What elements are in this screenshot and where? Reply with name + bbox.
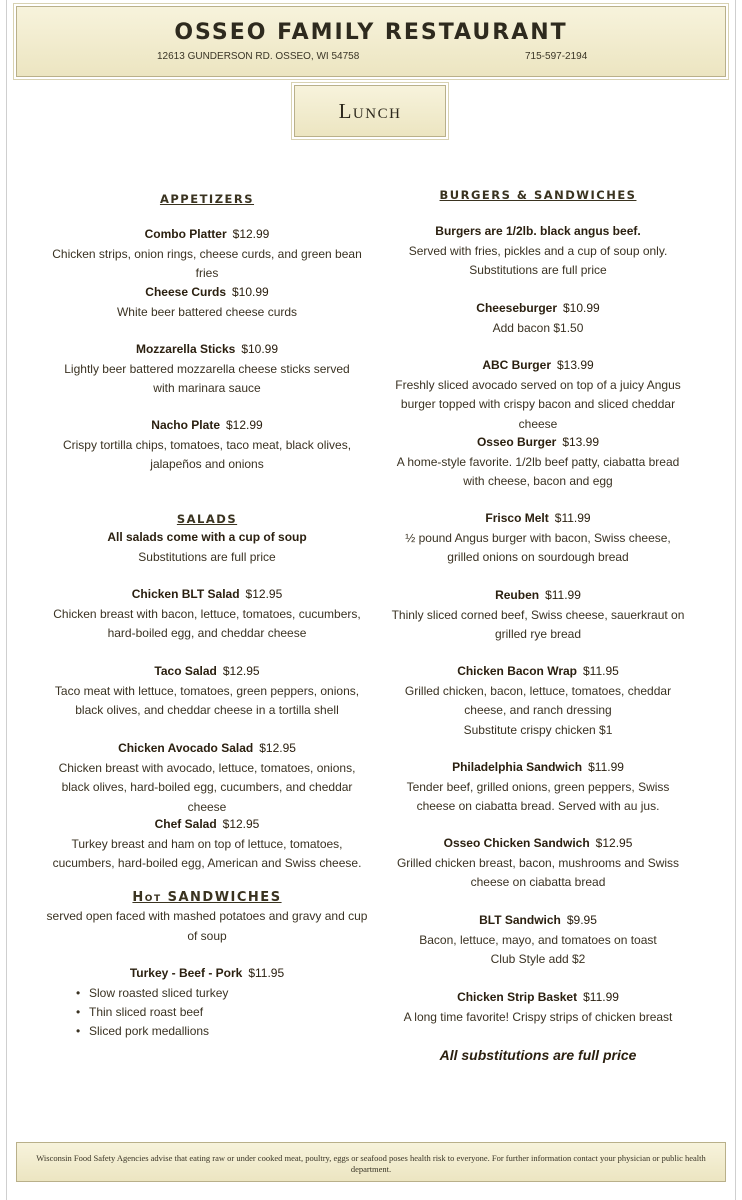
- menu-item: [44, 815, 370, 874]
- item-name: Osseo Burger: [476, 435, 557, 449]
- item-description: Chicken breast with bacon, lettuce, tomatoes, cucumbers, hard-boiled egg, and cheddar cheese: [53, 606, 361, 640]
- item-price: $12.95: [595, 836, 633, 850]
- menu-item: [383, 433, 693, 492]
- menu-label: Lunch: [294, 85, 446, 137]
- item-price: $12.95: [245, 587, 283, 601]
- item-name: Mozzarella Sticks: [135, 342, 236, 356]
- salads-heading: SALADS: [176, 512, 238, 526]
- item-description: Lightly beer battered mozzarella cheese sticks served with marinara sauce: [64, 361, 350, 395]
- item-name: Chicken BLT Salad: [131, 587, 240, 601]
- menu-item: [44, 225, 370, 284]
- item-description: Add bacon $1.50: [492, 320, 584, 335]
- item-price: $12.95: [222, 664, 260, 678]
- menu-item: [44, 739, 370, 817]
- salads-note-text: Substitutions are full price: [138, 549, 276, 564]
- menu-item: [383, 586, 693, 645]
- item-name: Osseo Chicken Sandwich: [443, 836, 590, 850]
- item-name: Taco Salad: [154, 664, 217, 678]
- item-extra: Substitute crispy chicken $1: [463, 722, 613, 737]
- item-name: Chicken Bacon Wrap: [457, 664, 577, 678]
- list-item: • Sliced pork medallions: [74, 1022, 228, 1041]
- menu-item: [44, 283, 370, 322]
- item-price: $11.99: [583, 990, 619, 1004]
- item-price: $9.95: [566, 913, 597, 927]
- menu-item: [44, 964, 370, 984]
- item-price: $10.99: [563, 301, 600, 315]
- list-item: • Thin sliced roast beef: [74, 1003, 228, 1022]
- menu-item: [383, 299, 693, 338]
- item-description: A home-style favorite. 1/2lb beef patty, ciabatta bread with cheese, bacon and egg: [396, 454, 680, 488]
- item-name: Reuben: [495, 588, 540, 602]
- item-price: $12.99: [226, 418, 263, 432]
- menu-item: [44, 662, 370, 721]
- item-price: $10.99: [241, 342, 279, 356]
- item-description: Chicken breast with avocado, lettuce, tomatoes, onions, black olives, hard-boiled egg, cucumbers, and cheddar cheese: [58, 760, 356, 814]
- item-description: White beer battered cheese curds: [116, 304, 298, 319]
- item-name: Philadelphia Sandwich: [452, 760, 583, 774]
- item-description: Thinly sliced corned beef, Swiss cheese, sauerkraut on grilled rye bread: [391, 607, 685, 641]
- menu-item: [44, 416, 370, 475]
- appetizers-heading: APPETIZERS: [159, 192, 255, 206]
- salads-note: [44, 528, 370, 567]
- hot-sandwiches-heading: Hot SANDWICHES: [132, 890, 282, 905]
- item-description: Bacon, lettuce, mayo, and tomatoes on toast: [419, 932, 657, 947]
- burgers-intro-line: Substitutions are full price: [469, 263, 607, 277]
- burgers-intro-bold: Burgers are 1/2lb. black angus beef.: [435, 224, 641, 238]
- burgers-intro-line: Served with fries, pickles and a cup of soup only.: [408, 243, 668, 258]
- item-name: Frisco Melt: [485, 511, 549, 525]
- right-column: [383, 0, 693, 1200]
- item-description: Tender beef, grilled onions, green peppers, Swiss cheese on ciabatta bread. Served with au jus.: [406, 779, 670, 813]
- menu-item: [383, 662, 693, 740]
- restaurant-phone: 715-597-2194: [525, 51, 588, 62]
- menu-item: [44, 340, 370, 399]
- item-name: Combo Platter: [144, 227, 227, 241]
- item-description: ½ pound Angus burger with bacon, Swiss cheese, grilled onions on sourdough bread: [405, 530, 671, 564]
- item-name: Nacho Plate: [151, 418, 220, 432]
- restaurant-name: OSSEO FAMILY RESTAURANT: [174, 20, 568, 45]
- food-safety-disclaimer: Wisconsin Food Safety Agencies advise that eating raw or under cooked meat, poultry, eggs or seafood poses health risk to everyone. For further information contact your physician or public health department.: [16, 1142, 726, 1182]
- item-name: Cheese Curds: [145, 285, 226, 299]
- hot-sandwiches-note: [44, 907, 370, 946]
- item-name: ABC Burger: [482, 358, 551, 372]
- menu-item: [383, 509, 693, 568]
- left-column: [44, 0, 370, 1200]
- menu-item: [383, 911, 693, 970]
- item-description: A long time favorite! Crispy strips of chicken breast: [403, 1009, 673, 1024]
- item-price: $12.95: [259, 741, 296, 755]
- item-description: Grilled chicken breast, bacon, mushrooms and Swiss cheese on ciabatta bread: [396, 855, 680, 889]
- item-price: $12.99: [232, 227, 270, 241]
- menu-item: [383, 834, 693, 893]
- substitutions-note: All substitutions are full price: [439, 1047, 637, 1063]
- hot-sandwiches-note-text: served open faced with mashed potatoes and gravy and cup of soup: [46, 909, 368, 943]
- salads-note-bold: All salads come with a cup of soup: [107, 530, 307, 544]
- item-price: $10.99: [232, 285, 269, 299]
- item-price: $13.99: [556, 358, 594, 372]
- item-description: Turkey breast and ham on top of lettuce, tomatoes, cucumbers, hard-boiled egg, American and Swiss cheese.: [52, 836, 362, 870]
- menu-item: [44, 585, 370, 644]
- menu-item: [383, 988, 693, 1027]
- item-name: Cheeseburger: [476, 301, 557, 315]
- item-price: $11.95: [248, 966, 285, 980]
- item-name: Chef Salad: [154, 817, 217, 831]
- menu-item: [383, 356, 693, 434]
- item-price: $11.95: [583, 664, 619, 678]
- restaurant-address: 12613 GUNDERSON RD. OSSEO, WI 54758: [157, 51, 360, 62]
- item-description: Grilled chicken, bacon, lettuce, tomatoes, cheddar cheese, and ranch dressing: [404, 683, 672, 717]
- item-name: Chicken Strip Basket: [457, 990, 578, 1004]
- item-extra: Club Style add $2: [490, 952, 586, 966]
- burgers-heading: BURGERS & SANDWICHES: [439, 188, 637, 202]
- item-price: $12.95: [222, 817, 260, 831]
- item-price: $11.99: [554, 511, 591, 525]
- item-name: Turkey - Beef - Pork: [129, 966, 243, 980]
- item-name: Chicken Avocado Salad: [118, 741, 254, 755]
- item-description: Taco meat with lettuce, tomatoes, green peppers, onions, black olives, and cheddar cheese in a tortilla shell: [54, 683, 360, 717]
- list-item: • Slow roasted sliced turkey: [74, 984, 228, 1003]
- menu-item: [383, 758, 693, 817]
- item-price: $11.99: [545, 588, 581, 602]
- item-description: Chicken strips, onion rings, cheese curds, and green bean fries: [52, 246, 362, 280]
- item-price: $11.99: [588, 760, 624, 774]
- burgers-intro: [383, 222, 693, 281]
- item-description: Freshly sliced avocado served on top of a juicy Angus burger topped with crispy bacon and sliced cheddar cheese: [395, 377, 681, 431]
- item-price: $13.99: [562, 435, 600, 449]
- item-name: BLT Sandwich: [479, 913, 561, 927]
- hot-sandwich-options: [74, 984, 228, 1041]
- item-description: Crispy tortilla chips, tomatoes, taco meat, black olives, jalapeños and onions: [62, 437, 352, 471]
